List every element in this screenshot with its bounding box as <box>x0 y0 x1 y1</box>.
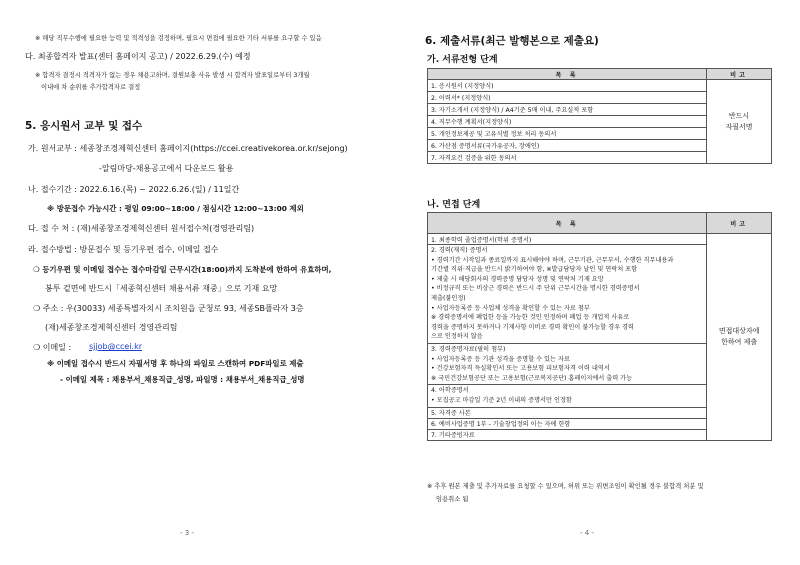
item-ra-method: 라. 접수방법 : 방문접수 및 등기우편 접수, 이메일 접수 <box>28 245 219 254</box>
table-a-remark <box>707 80 772 164</box>
table-row: 3. 자기소개서 (지정양식) / A4기준 5매 이내, 주요실적 포함 <box>428 104 707 116</box>
row-title: 3. 경력증명자료(필히 첨부) <box>431 345 506 353</box>
table-row: 2. 이력서* (지정양식) <box>428 92 707 104</box>
page-number-3: - 3 - <box>180 529 194 537</box>
row-bullet: • 사업자등록증 등 사업체 성격을 확인할 수 있는 자료 첨부 <box>431 304 590 312</box>
interview-stage-table <box>427 212 772 441</box>
remark-line: 면접대상자에 <box>718 326 760 335</box>
da-note-line1: ※ 합격자 결정시 적격자가 없는 경우 채용고하며, 결원보충 사유 발생 시 합격자 발표일로부터 3개월 <box>35 72 310 79</box>
table-row <box>428 245 707 344</box>
table-row: 6. 예비사업증명 1부 - 기술창업정의 이는 자에 한함 <box>428 418 707 429</box>
table-row <box>428 343 707 384</box>
table-b-remark <box>707 234 772 441</box>
section-title-5: 5. 응시원서 교부 및 접수 <box>25 120 143 132</box>
na-visit-hours-note: ※ 방문접수 가능시간 : 평일 09:00~18:00 / 점심시간 12:00~13:00 제외 <box>47 204 304 213</box>
section-title-6: 6. 제출서류(최근 발행본으로 제출요) <box>425 35 599 47</box>
bullet-mail-line1: ❍ 등기우편 및 이메일 접수는 접수마감일 근무시간(18:00)까지 도착분에 한하여 유효하며, <box>33 265 332 274</box>
row-title: 4. 어학증명서 <box>431 387 469 395</box>
row-bullet: ※ 경력증명서에 폐업한 등을 가능한 것인 인정하며 폐업 등 개업적 사유로 <box>431 314 630 322</box>
document-stage-table <box>427 68 772 164</box>
table-row: 7. 기타증빙자료 <box>428 429 707 440</box>
row-bullet: 경력을 증명하지 못하거나 기재사항 미비로 경력 확인이 불가능할 경우 경력 <box>431 323 634 331</box>
row-bullet: 으로 인정하지 않음 <box>431 333 483 341</box>
row-bullet: ※ 국민건강보험공단 또는 고용보험(근로복지공단) 홈페이지에서 출력 가능 <box>431 374 633 382</box>
table-b-header-item: 목 록 <box>428 213 707 234</box>
item-da-reception: 다. 접 수 처 : (재)세종창조경제혁신센터 원서접수처(경영관리팀) <box>28 224 255 233</box>
remark-line: 반드시 <box>728 111 750 120</box>
row-bullet: • 제출 시 해당회사의 경력증명 담당자 성명 및 연락처 기재 요망 <box>431 275 604 283</box>
remark-line: 자필서명 <box>725 122 753 131</box>
table-a-header-remark: 비고 <box>707 69 772 80</box>
footer-note-line2: 임용취소 됨 <box>436 496 469 503</box>
table-row: 4. 직무수행 계획서(지정양식) <box>428 116 707 128</box>
bullet-email-label: ❍ 이메일 : <box>33 343 72 352</box>
footer-note-line1: ※ 추후 원본 제출 및 추가자료를 요청할 수 있으며, 허위 또는 위변조임이 확인될 경우 불합격 처분 및 <box>427 483 704 490</box>
row-bullet: • 사업자등록증 등 기관 성격을 증명할 수 있는 자료 <box>431 355 570 363</box>
table-row: 6. 가산점 증명서류(국가유공자, 장애인) <box>428 140 707 152</box>
item-na-period: 나. 접수기간 : 2022.6.16.(목) ~ 2022.6.26.(일) / 11일간 <box>28 185 240 194</box>
table-row: 5. 자격증 사본 <box>428 407 707 418</box>
row-bullet: • 비정규직 또는 비상근 경력은 반드시 주 단위 근무시간을 명시한 경력증명서 <box>431 285 640 293</box>
row-title: 2. 경력(재직) 증명서 <box>431 247 488 254</box>
item-ga-line2: -알림마당-채용공고에서 다운로드 활용 <box>99 164 234 173</box>
email-pdf-note: ※ 이메일 접수시 반드시 자필서명 후 하나의 파일로 스캔하여 PDF파일로 제출 <box>47 359 304 368</box>
email-subject-note: - 이메일 제목 : 채용부서_채용직급_성명, 파일명 : 채용부서_채용직급_성명 <box>60 375 305 384</box>
row-bullet: 제출(불인정) <box>431 294 466 302</box>
row-bullet: • 건강보험자격 득실확인서 또는 고용보험 피보험자격 이력 내역서 <box>431 365 610 373</box>
da-note-line2: 이내에 차 순위를 추가합격자로 결정 <box>41 84 141 91</box>
row-bullet: 기간별 직위·직급을 반드시 밝기하여야 함, ※발급담당자 날인 및 연락처 포함 <box>431 266 638 274</box>
item-ga-line1: 가. 원서교부 : 세종창조경제혁신센터 홈페이지(https://ccei.creativekorea.or.kr/sejong) <box>28 144 348 153</box>
table-b-header-remark: 비고 <box>707 213 772 234</box>
page-number-4: - 4 - <box>580 529 594 537</box>
table-row: 1. 응시원서 (지정양식) <box>428 80 707 92</box>
bullet-address-line1: ❍ 주소 : 우(30033) 세종특별자치시 조치원읍 군청로 93, 세종SB플라자 3층 <box>33 304 304 313</box>
row-bullet: • 경력기간 시작일과 종료일까지 표시해야야 하며, 근무기관, 근무부서, 수행한 직무내용과 <box>431 256 674 264</box>
row-bullet: • 모집공고 마감일 기준 2년 이내의 증명서만 인정함 <box>431 396 572 404</box>
bullet-address-line2: (재)세종창조경제혁신센터 경영관리팀 <box>45 323 178 332</box>
email-link[interactable]: sjjob@ccei.kr <box>89 342 142 351</box>
top-note: ※ 해당 직무수행에 필요한 능력 및 적격성을 검정하며, 필요시 면접에 필요한 기타 서류를 요구할 수 있음 <box>35 35 322 42</box>
subsection-interview-stage: 나. 면접 단계 <box>427 200 481 210</box>
page-4 <box>400 0 800 565</box>
table-row: 7. 자격요건 검증을 위한 동의서 <box>428 152 707 164</box>
subsection-document-stage: 가. 서류전형 단계 <box>427 55 498 65</box>
item-da-final-announcement: 다. 최종합격자 발표(센터 홈페이지 공고) / 2022.6.29.(수) 예정 <box>25 52 251 61</box>
bullet-mail-line2: 봉투 겉면에 반드시「세종혁신센터 채용서류 재중」으로 기재 요망 <box>45 284 278 293</box>
table-row: 5. 개인정보제공 및 고유식별 정보 처리 동의서 <box>428 128 707 140</box>
table-row: 1. 최종학력 졸업증명서(학위 증명서) <box>428 234 707 245</box>
table-row <box>428 385 707 407</box>
remark-line: 한하여 제출 <box>721 337 758 346</box>
table-a-header-item: 목 록 <box>428 69 707 80</box>
